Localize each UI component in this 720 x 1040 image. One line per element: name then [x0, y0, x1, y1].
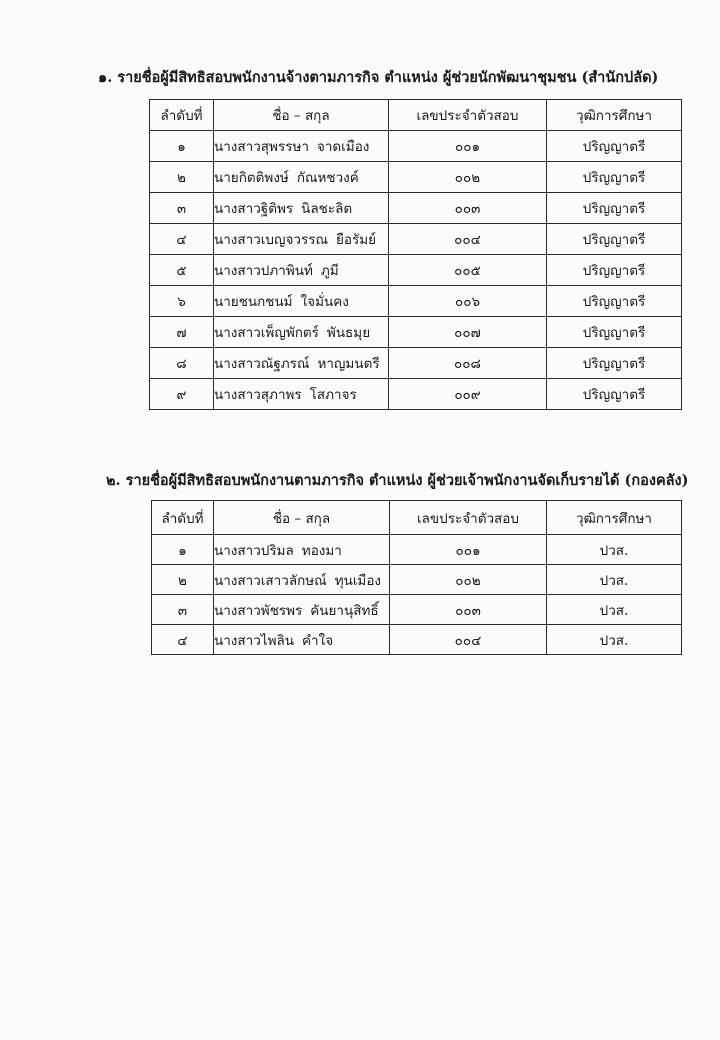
- first-name: นางสาวไพลิน: [214, 632, 294, 649]
- last-name: คำใจ: [302, 632, 334, 649]
- exam-id: ๐๐๔: [390, 625, 547, 655]
- order-number: ๖: [150, 286, 214, 317]
- order-number: ๑: [150, 131, 214, 162]
- last-name: คันยานุสิทธิ์: [310, 602, 379, 619]
- table-row: [150, 224, 682, 255]
- table-row: [150, 286, 682, 317]
- order-number: ๕: [150, 255, 214, 286]
- last-name: ทุนเมือง: [334, 572, 382, 589]
- education: ปวส.: [547, 625, 682, 655]
- education: ปริญญาตรี: [547, 162, 682, 193]
- table-row: [150, 379, 682, 410]
- full-name: [214, 131, 389, 162]
- column-header-education: วุฒิการศึกษา: [547, 100, 682, 131]
- table-row: [150, 255, 682, 286]
- column-header-name: ชื่อ – สกุล: [214, 501, 390, 535]
- section-1-heading: ๑. รายชื่อผู้มีสิทธิสอบพนักงานจ้างตามภารกิจ ตำแหน่ง ผู้ช่วยนักพัฒนาชุมชน (สำนักปลัด): [98, 69, 659, 86]
- last-name: ทองมา: [301, 542, 342, 559]
- exam-id: ๐๐๙: [389, 379, 547, 410]
- exam-id: ๐๐๗: [389, 317, 547, 348]
- first-name: นางสาวสุพรรษา: [214, 139, 309, 155]
- exam-id: ๐๐๓: [389, 193, 547, 224]
- last-name: นิลชะลิต: [301, 201, 353, 217]
- first-name: นางสาวณัฐภรณ์: [214, 356, 310, 372]
- exam-id: ๐๐๘: [389, 348, 547, 379]
- column-header-exam-id: เลขประจำตัวสอบ: [389, 100, 547, 131]
- first-name: นางสาวเบญจวรรณ: [214, 232, 329, 248]
- first-name: นางสาวปริมล: [214, 542, 294, 559]
- section-2-heading: ๒. รายชื่อผู้มีสิทธิสอบพนักงานตามภารกิจ ตำแหน่ง ผู้ช่วยเจ้าพนักงานจัดเก็บรายได้ (กองคลัง): [106, 472, 689, 489]
- full-name: [214, 255, 389, 286]
- column-header-order: ลำดับที่: [152, 501, 214, 535]
- table-row: [152, 595, 682, 625]
- table-row: [150, 348, 682, 379]
- order-number: ๔: [150, 224, 214, 255]
- order-number: ๔: [152, 625, 214, 655]
- education: ปวส.: [547, 535, 682, 565]
- table-row: [152, 625, 682, 655]
- last-name: หาญมนตรี: [317, 356, 380, 372]
- education: ปวส.: [547, 595, 682, 625]
- first-name: นางสาวเสาวลักษณ์: [214, 572, 327, 589]
- exam-id: ๐๐๒: [389, 162, 547, 193]
- order-number: ๙: [150, 379, 214, 410]
- candidate-table-1: [149, 99, 682, 410]
- full-name: [214, 565, 390, 595]
- exam-id: ๐๐๓: [390, 595, 547, 625]
- full-name: [214, 379, 389, 410]
- first-name: นางสาวฐิติพร: [214, 201, 294, 217]
- exam-id: ๐๐๔: [389, 224, 547, 255]
- exam-id: ๐๐๒: [390, 565, 547, 595]
- full-name: [214, 595, 390, 625]
- full-name: [214, 317, 389, 348]
- exam-id: ๐๐๖: [389, 286, 547, 317]
- first-name: นายชนกชนม์: [214, 294, 293, 310]
- candidate-table-2: [151, 500, 682, 655]
- last-name: โสภาจร: [309, 387, 357, 403]
- order-number: ๓: [150, 193, 214, 224]
- full-name: [214, 193, 389, 224]
- last-name: กัณหชวงค์: [296, 170, 359, 186]
- column-header-name: ชื่อ – สกุล: [214, 100, 389, 131]
- full-name: [214, 535, 390, 565]
- exam-id: ๐๐๑: [389, 131, 547, 162]
- education: ปริญญาตรี: [547, 255, 682, 286]
- table-row: [152, 565, 682, 595]
- education: ปริญญาตรี: [547, 286, 682, 317]
- education: ปริญญาตรี: [547, 317, 682, 348]
- column-header-exam-id: เลขประจำตัวสอบ: [390, 501, 547, 535]
- table-body: [150, 131, 682, 410]
- last-name: ยือรัมย์: [336, 232, 377, 248]
- first-name: นางสาวเพ็ญพักตร์: [214, 325, 319, 341]
- education: ปริญญาตรี: [547, 193, 682, 224]
- order-number: ๘: [150, 348, 214, 379]
- table-row: [150, 162, 682, 193]
- table-row: [150, 193, 682, 224]
- education: ปริญญาตรี: [547, 224, 682, 255]
- education: ปวส.: [547, 565, 682, 595]
- first-name: นางสาวพัชรพร: [214, 602, 303, 619]
- last-name: จาดเมือง: [316, 139, 370, 155]
- order-number: ๗: [150, 317, 214, 348]
- column-header-order: ลำดับที่: [150, 100, 214, 131]
- last-name: พันธมุย: [326, 325, 371, 341]
- exam-id: ๐๐๕: [389, 255, 547, 286]
- order-number: ๓: [152, 595, 214, 625]
- order-number: ๒: [150, 162, 214, 193]
- full-name: [214, 348, 389, 379]
- last-name: ภูมี: [320, 263, 339, 279]
- order-number: ๒: [152, 565, 214, 595]
- full-name: [214, 286, 389, 317]
- table-row: [152, 535, 682, 565]
- exam-id: ๐๐๑: [390, 535, 547, 565]
- full-name: [214, 224, 389, 255]
- first-name: นางสาวปภาพินท์: [214, 263, 313, 279]
- first-name: นางสาวสุภาพร: [214, 387, 302, 403]
- education: ปริญญาตรี: [547, 379, 682, 410]
- table-header-row: [150, 100, 682, 131]
- full-name: [214, 625, 390, 655]
- table-body: [152, 535, 682, 655]
- table-header-row: [152, 501, 682, 535]
- education: ปริญญาตรี: [547, 131, 682, 162]
- table-row: [150, 317, 682, 348]
- table-row: [150, 131, 682, 162]
- education: ปริญญาตรี: [547, 348, 682, 379]
- column-header-education: วุฒิการศึกษา: [547, 501, 682, 535]
- order-number: ๑: [152, 535, 214, 565]
- full-name: [214, 162, 389, 193]
- first-name: นายกิตติพงษ์: [214, 170, 289, 186]
- last-name: ใจมั่นคง: [300, 294, 349, 310]
